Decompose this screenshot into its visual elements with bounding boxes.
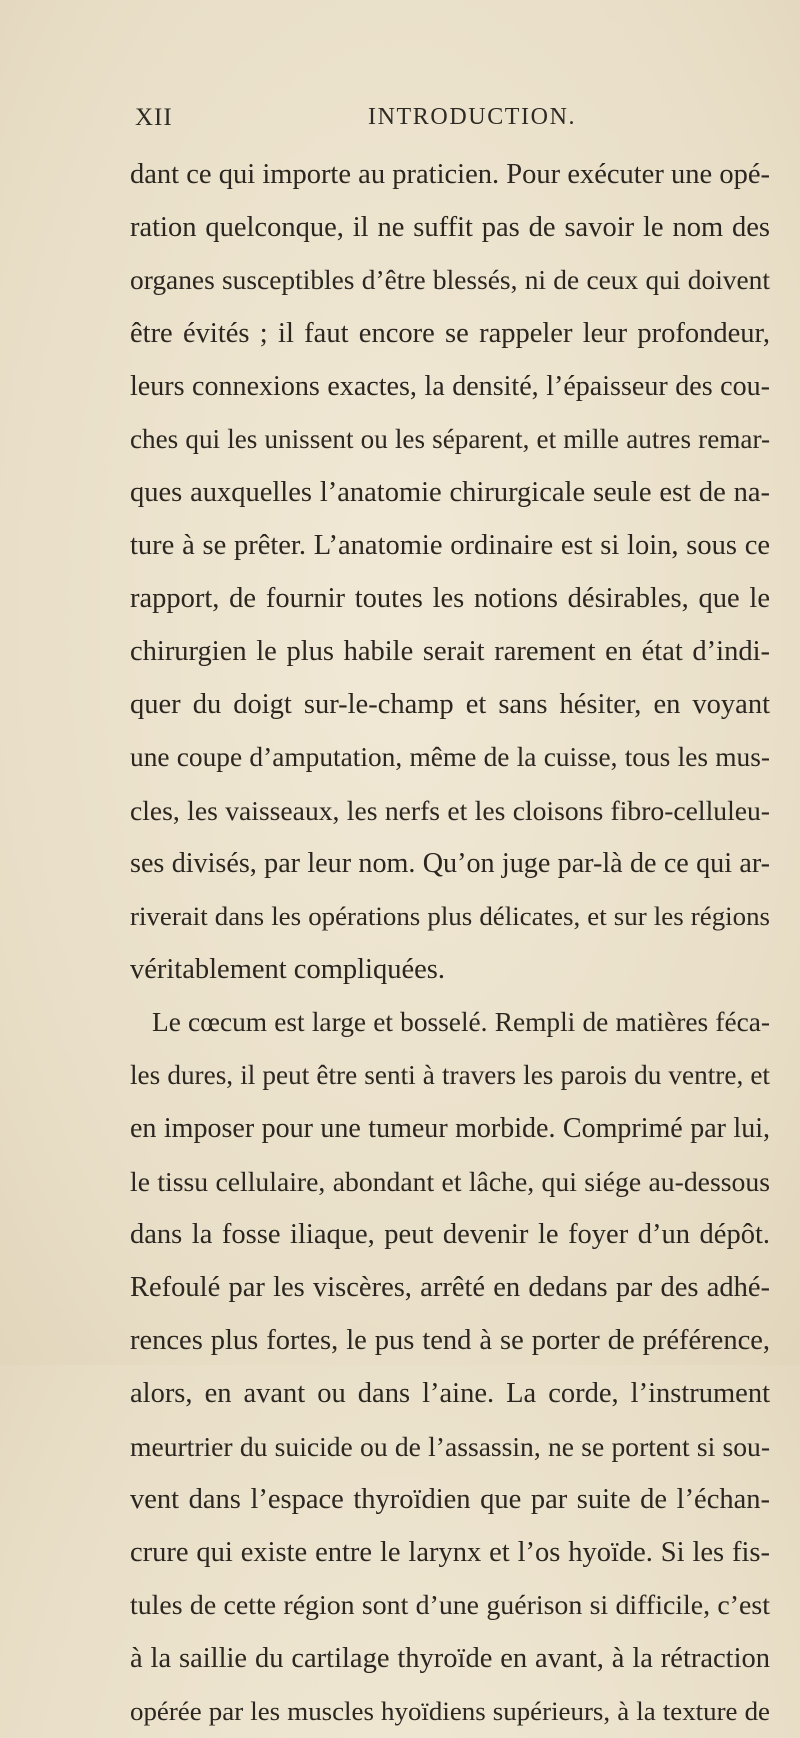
text-line: à la saillie du cartilage thyroïde en avant, à la rétraction — [130, 1643, 770, 1674]
text-line: le tissu cellulaire, abondant et lâche, qui siége au-dessous — [130, 1166, 770, 1197]
running-head — [0, 104, 800, 138]
text-line: vent dans l’espace thyroïdien que par suite de l’échan- — [130, 1484, 770, 1515]
text-line: ches qui les unissent ou les séparent, et mille autres remar- — [130, 424, 770, 454]
text-line: riverait dans les opérations plus délicates, et sur les régions — [130, 901, 770, 931]
text-line: rences plus fortes, le pus tend à se porter de préférence, — [130, 1325, 770, 1356]
text-line: Refoulé par les viscères, arrêté en dedans par des adhé- — [130, 1272, 770, 1303]
text-line: ture à se prêter. L’anatomie ordinaire est si loin, sous ce — [130, 530, 770, 561]
text-line: une coupe d’amputation, même de la cuisse, tous les mus- — [130, 742, 770, 772]
paragraph-end-line: véritablement compliquées. — [130, 954, 445, 985]
body-text — [130, 148, 770, 1738]
text-line: en imposer pour une tumeur morbide. Comprimé par lui, — [130, 1113, 770, 1144]
text-line: dant ce qui importe au praticien. Pour exécuter une opé- — [130, 159, 770, 190]
text-line: être évités ; il faut encore se rappeler leur profondeur, — [130, 318, 770, 349]
text-line: crure qui existe entre le larynx et l’os hyoïde. Si les fis- — [130, 1537, 770, 1568]
text-line: chirurgien le plus habile serait rarement en état d’indi- — [130, 636, 770, 667]
paragraph-start-line: Le cœcum est large et bosselé. Rempli de matières féca- — [152, 1007, 770, 1037]
text-line: les dures, il peut être senti à travers les parois du ventre, et — [130, 1060, 770, 1090]
text-line: tules de cette région sont d’une guérison si difficile, c’est — [130, 1590, 770, 1621]
text-line: cles, les vaisseaux, les nerfs et les cloisons fibro-celluleu- — [130, 795, 770, 826]
text-line: ration quelconque, il ne suffit pas de savoir le nom des — [130, 212, 770, 243]
text-line: meurtrier du suicide ou de l’assassin, ne se portent si sou- — [130, 1431, 770, 1462]
running-title: INTRODUCTION. — [368, 104, 577, 130]
text-line: ques auxquelles l’anatomie chirurgicale seule est de na- — [130, 477, 770, 508]
text-line: leurs connexions exactes, la densité, l’épaisseur des cou- — [130, 371, 770, 402]
page-number: XII — [135, 104, 173, 131]
text-line: opérée par les muscles hyoïdiens supérieurs, à la texture de — [130, 1696, 770, 1726]
text-line: rapport, de fournir toutes les notions désirables, que le — [130, 583, 770, 614]
text-line: ses divisés, par leur nom. Qu’on juge par-là de ce qui ar- — [130, 848, 770, 879]
text-line: organes susceptibles d’être blessés, ni de ceux qui doivent — [130, 265, 770, 295]
text-line: dans la fosse iliaque, peut devenir le foyer d’un dépôt. — [130, 1219, 770, 1250]
text-line: quer du doigt sur-le-champ et sans hésiter, en voyant — [130, 689, 770, 720]
text-line: alors, en avant ou dans l’aine. La corde, l’instrument — [130, 1378, 770, 1409]
